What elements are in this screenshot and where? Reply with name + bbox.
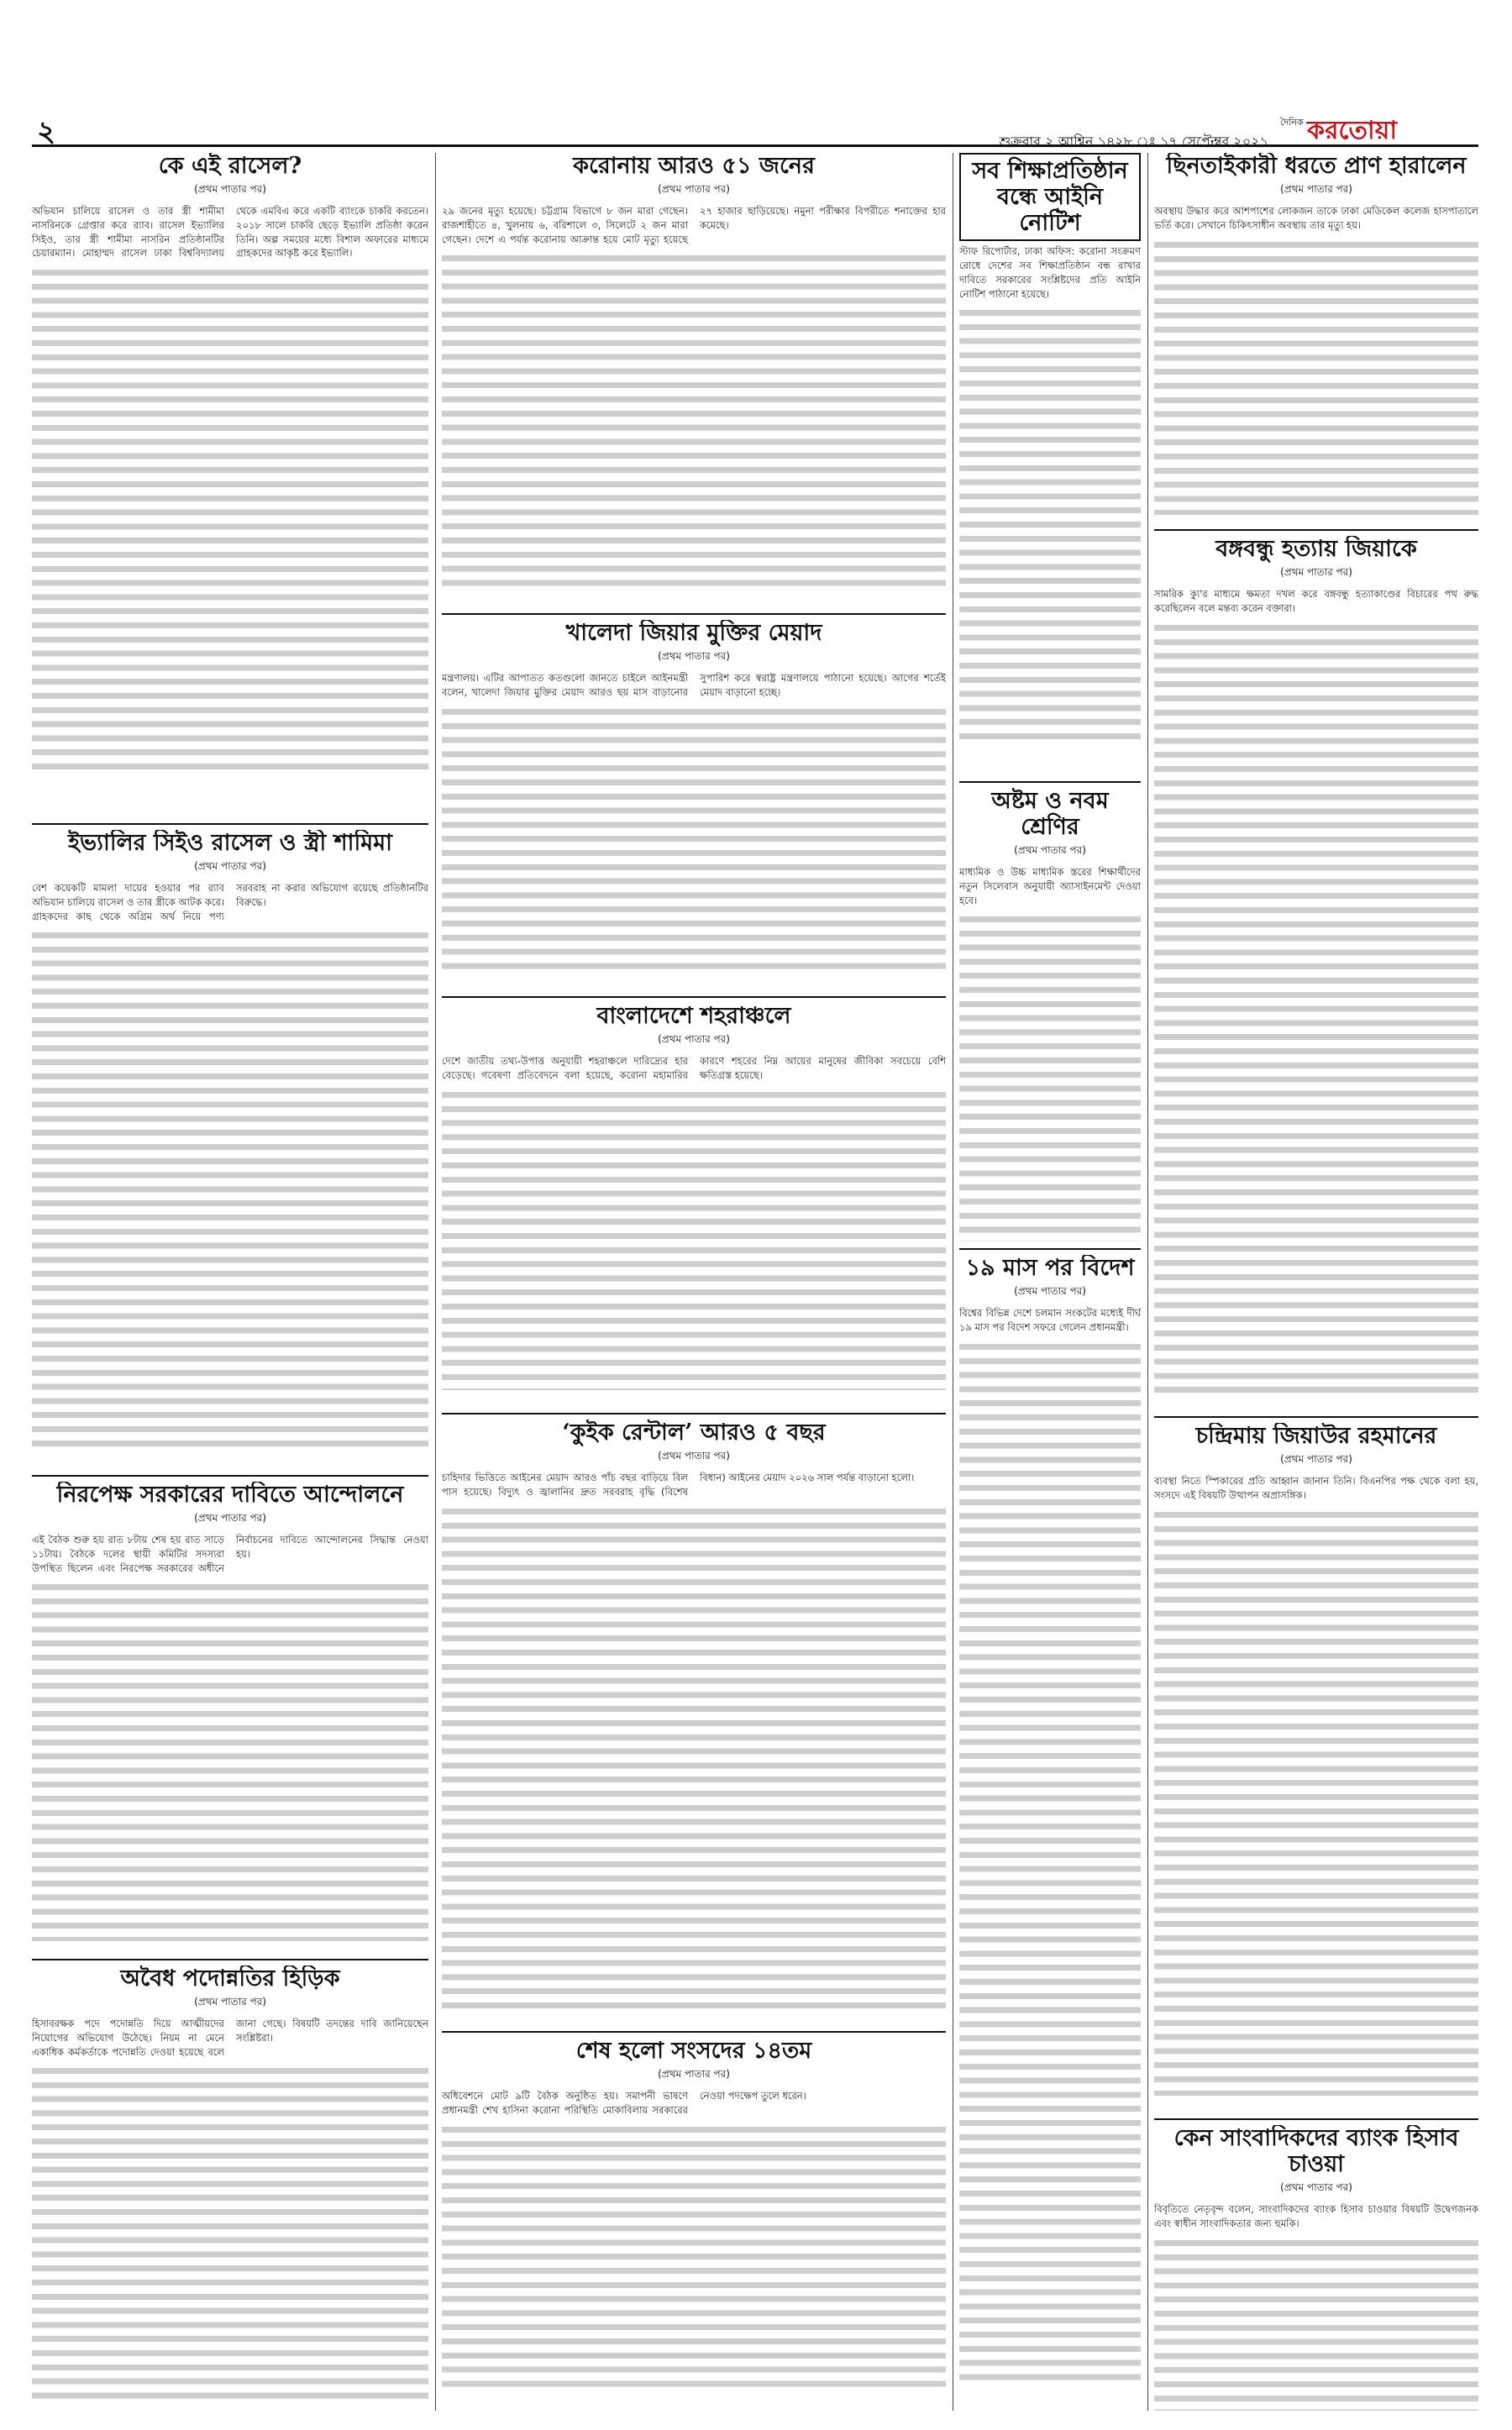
article-snatcher (1154, 153, 1478, 522)
article-text-block (32, 928, 428, 1449)
continued-label: (প্রথম পাতার পর) (194, 1996, 266, 2008)
article-body: হিসাবরক্ষক পদে পদোন্নতি দিয়ে আত্মীয়দের নিয়োগের অভিযোগ উঠেছে। নিয়ম না মেনে একাধিক কর্মকর্তাকে পদোন্নতি দেওয়া হয়েছে বলে জানা গেছে। বিষয়টি তদন্তের দাবি জানিয়েছেন সংশ্লিষ্টরা। (32, 2018, 428, 2058)
article-text-block (32, 1580, 428, 1941)
continued-label: (প্রথম পাতার পর) (1014, 1285, 1086, 1298)
headline: ইভ্যালির সিইও রাসেল ও স্ত্রী শামিমা (68, 830, 392, 856)
article-text-block (32, 2064, 428, 2400)
headline: নিরপেক্ষ সরকারের দাবিতে আন্দোলনে (56, 1482, 404, 1508)
continued-label: (প্রথম পাতার পর) (1014, 844, 1086, 857)
issue-date: শুক্রবার ২ আশ্বিন ১৪২৮ ঃ ১৭ সেপ্টেম্বর ২০২১ (999, 134, 1268, 150)
article-body: দেশে জাতীয় তথ্য-উপাত্ত অনুযায়ী শহরাঞ্চলে দারিদ্র্যের হার বেড়েছে। গবেষণা প্রতিবেদনে বলা হয়েছে, করোনা মহামারির কারণে শহরের নিম্ন আয়ের মানুষের জীবিকা সবচেয়ে বেশি ক্ষতিগ্রস্ত হয়েছে। (442, 1055, 946, 1081)
article-rasel (32, 153, 428, 816)
article-text-block (1154, 238, 1478, 515)
headline: শেষ হলো সংসদের ১৪তম (575, 2038, 812, 2064)
continued-label: (প্রথম পাতার পর) (1280, 2181, 1352, 2194)
headline: ছিনতাইকারী ধরতে প্রাণ হারালেন (1166, 153, 1467, 179)
section-rule (442, 996, 946, 998)
article-body: এই বৈঠক শুরু হয় রাত ৮টায় শেষ হয় রাত সাড়ে ১১টায়। বৈঠকে দলের স্থায়ী কমিটির সদস্যরা উপস্থিত ছিলেন এবং নিরপেক্ষ সরকারের অধীনে নির্বাচনের দাবিতে আন্দোলনের সিদ্ধান্ত নেওয়া হয়। (32, 1534, 428, 1574)
headline: খালেদা জিয়ার মুক্তির মেয়াদ (565, 620, 822, 646)
article-body: বিশ্বের বিভিন্ন দেশে চলমান সংকটের মধ্যেই দীর্ঘ ১৯ মাস পর বিদেশ সফরে গেলেন প্রধানমন্ত্রী। (959, 1307, 1141, 1333)
article-text-block (959, 1340, 1141, 2381)
section-rule (959, 1248, 1141, 1250)
headline: ১৯ মাস পর বিদেশ (965, 1255, 1135, 1281)
article-text-block (442, 1088, 946, 1390)
article-journalists-bank (1154, 2125, 1478, 2411)
article-text-block (442, 251, 946, 587)
article-text-block (442, 2123, 946, 2391)
article-urban (442, 1003, 946, 1406)
continued-label: (প্রথম পাতার পর) (658, 2068, 730, 2081)
article-body: অভিযান চালিয়ে রাসেল ও তার স্ত্রী শামীমা নাসরিনকে গ্রেপ্তার করে র‍্যাব। রাসেল ইভ্যালির সিইও, তার স্ত্রী শামীমা নাসরিন প্রতিষ্ঠানটির চেয়ারম্যান। মোহাম্মদ রাসেল ঢাকা বিশ্ববিদ্যালয় থেকে এমবিএ করে একটি ব্যাংকে চাকরি করতেন। ২০১৮ সালে চাকরি ছেড়ে ইভ্যালি প্রতিষ্ঠা করেন তিনি। অল্প সময়ের মধ্যে বিশাল অফারের মাধ্যমে গ্রাহকদের আকৃষ্ট করে ইভ্যালি। (32, 205, 428, 260)
article-body: স্টাফ রিপোর্টার, ঢাকা অফিস: করোনা সংক্রমণ রোধে দেশের সব শিক্ষাপ্রতিষ্ঠান বন্ধ রাখার দাবিতে সরকারের সংশ্লিষ্টদের প্রতি আইনি নোটিশ পাঠানো হয়েছে। (959, 245, 1141, 300)
article-promotion (32, 1966, 428, 2411)
headline: বাংলাদেশে শহরাঞ্চলে (596, 1003, 791, 1029)
article-text-block (442, 1504, 946, 2008)
continued-label: (প্রথম পাতার পর) (194, 183, 266, 196)
page-number: ২ (37, 115, 56, 149)
article-text-block (1154, 2236, 1478, 2411)
section-rule (959, 781, 1141, 783)
continued-label: (প্রথম পাতার পর) (1280, 1453, 1352, 1466)
section-rule (442, 1413, 946, 1414)
article-khaleda (442, 620, 946, 989)
article-evaly (32, 830, 428, 1468)
article-body: অবস্থায় উদ্ধার করে আশপাশের লোকজন তাকে ঢাকা মেডিকেল কলেজ হাসপাতালে ভর্তি করে। সেখানে চিকিৎসাধীন অবস্থায় তার মৃত্যু হয়। (1154, 205, 1478, 231)
logo-prefix: দৈনিক (1280, 117, 1304, 128)
article-body: ব্যবস্থা নিতে স্পিকারের প্রতি আহ্বান জানান তিনি। বিএনপির পক্ষ থেকে বলা হয়, সংসদে এই বিষয়টি উত্থাপন অপ্রাসঙ্গিক। (1154, 1475, 1478, 1501)
article-chandrima (1154, 1423, 1478, 2112)
article-text-block (959, 306, 1141, 743)
article-text-block (442, 705, 946, 974)
article-body: ২৯ জনের মৃত্যু হয়েছে। চট্টগ্রাম বিভাগে ৮ জন মারা গেছেন। রাজশাহীতে ৪, খুলনায় ৬, বরিশালে ৩, সিলেটে ২ জন মারা গেছেন। দেশে এ পর্যন্ত করোনায় আক্রান্ত হয়ে মোট মৃত্যু হয়েছে ২৭ হাজার ছাড়িয়েছে। নমুনা পরীক্ষার বিপরীতে শনাক্তের হার কমেছে। (442, 205, 946, 245)
article-text-block (1154, 621, 1478, 1393)
headline: চন্দ্রিমায় জিয়াউর রহমানের (1195, 1423, 1437, 1449)
article-parliament (442, 2038, 946, 2411)
article-body: মন্ত্রণালয়। এটির আপাতত কতগুলো জানতে চাইলে আইনমন্ত্রী বলেন, খালেদা জিয়ার মুক্তির মেয়াদ আরও ছয় মাস বাড়ানোর সুপারিশ করে স্বরাষ্ট্র মন্ত্রণালয়ে পাঠানো হয়েছে। আগের শর্তেই মেয়াদ বাড়ানো হচ্ছে। (442, 672, 946, 698)
section-rule (32, 823, 428, 825)
article-body: চাহিদার ভিত্তিতে আইনের মেয়াদ আরও পাঁচ বছর বাড়িয়ে বিল পাস হয়েছে। বিদ্যুৎ ও জ্বালানির দ্রুত সরবরাহ বৃদ্ধি (বিশেষ বিধান) আইনের মেয়াদ ২০২৬ সাল পর্যন্ত বাড়ানো হলো। (442, 1472, 915, 1498)
continued-label: (প্রথম পাতার পর) (658, 650, 730, 663)
article-abroad (959, 1255, 1141, 2411)
continued-label: (প্রথম পাতার পর) (658, 183, 730, 196)
article-quick-rental (442, 1420, 946, 2024)
newspaper-page (32, 18, 1478, 2411)
section-rule (442, 613, 946, 615)
headline: সব শিক্ষাপ্রতিষ্ঠান বন্ধে আইনি নোটিশ (959, 153, 1141, 241)
article-body: মাধ্যমিক ও উচ্চ মাধ্যমিক স্তরের শিক্ষার্থীদের নতুন সিলেবাস অনুযায়ী অ্যাসাইনমেন্ট দেওয়া হবে। (959, 866, 1141, 906)
article-body: সামরিক ক্যু'র মাধ্যমে ক্ষমতা দখল করে বঙ্গবন্ধু হত্যাকাণ্ডের বিচারের পথ রুদ্ধ করেছিলেন বলে মন্তব্য করেন বক্তারা। (1154, 588, 1478, 614)
continued-label: (প্রথম পাতার পর) (1280, 183, 1352, 196)
article-text-block (1154, 1508, 1478, 2096)
section-rule (1154, 1416, 1478, 1418)
headline: অষ্টম ও নবম শ্রেণির (991, 788, 1109, 841)
page-header (32, 18, 1478, 150)
article-education (959, 153, 1141, 774)
continued-label: (প্রথম পাতার পর) (1280, 566, 1352, 579)
continued-label: (প্রথম পাতার পর) (658, 1450, 730, 1462)
newspaper-logo (1280, 115, 1473, 145)
section-rule (1154, 2118, 1478, 2120)
headline: কেন সাংবাদিকদের ব্যাংক হিসাব চাওয়া (1173, 2125, 1459, 2178)
article-body: বিবৃতিতে নেতৃবৃন্দ বলেন, সাংবাদিকদের ব্যাংক হিসাব চাওয়ার বিষয়টি উদ্বেগজনক এবং স্বাধীন সাংবাদিকতার জন্য হুমকি। (1154, 2203, 1478, 2229)
section-rule (32, 1475, 428, 1477)
continued-label: (প্রথম পাতার পর) (194, 860, 266, 873)
article-body: বেশ কয়েকটি মামলা দায়ের হওয়ার পর র‍্যাব অভিযান চালিয়ে রাসেল ও তার স্ত্রীকে আটক করে। গ্রাহকদের কাছ থেকে অগ্রিম অর্থ নিয়ে পণ্য সরবরাহ না করার অভিযোগ রয়েছে প্রতিষ্ঠানটির বিরুদ্ধে। (32, 882, 428, 922)
headline: কে এই রাসেল? (158, 153, 302, 179)
headline: অবৈধ পদোন্নতির হিড়িক (120, 1966, 340, 1992)
logo-name: করতোয়া (1307, 116, 1398, 145)
article-text-block (959, 912, 1141, 1241)
section-rule (32, 1959, 428, 1960)
column-divider (435, 153, 436, 2411)
column-divider (1147, 153, 1148, 2411)
article-class-8-9 (959, 788, 1141, 1241)
continued-label: (প্রথম পাতার পর) (194, 1512, 266, 1525)
article-body: অধিবেশনে মোট ৯টি বৈঠক অনুষ্ঠিত হয়। সমাপনী ভাষণে প্রধানমন্ত্রী শেখ হাসিনা করোনা পরিস্থিতি মোকাবিলায় সরকারের নেওয়া পদক্ষেপ তুলে ধরেন। (442, 2090, 806, 2116)
continued-label: (প্রথম পাতার পর) (658, 1033, 730, 1046)
article-corona (442, 153, 946, 606)
section-rule (442, 2031, 946, 2033)
section-rule (1154, 529, 1478, 531)
article-neutral-govt (32, 1482, 428, 1952)
headline: বঙ্গবন্ধু হত্যায় জিয়াকে (1215, 536, 1417, 562)
headline: করোনায় আরও ৫১ জনের (573, 153, 815, 179)
article-bangabandhu (1154, 536, 1478, 1409)
headline: ‘কুইক রেন্টাল’ আরও ৫ বছর (562, 1420, 826, 1446)
article-text-block (32, 265, 428, 769)
